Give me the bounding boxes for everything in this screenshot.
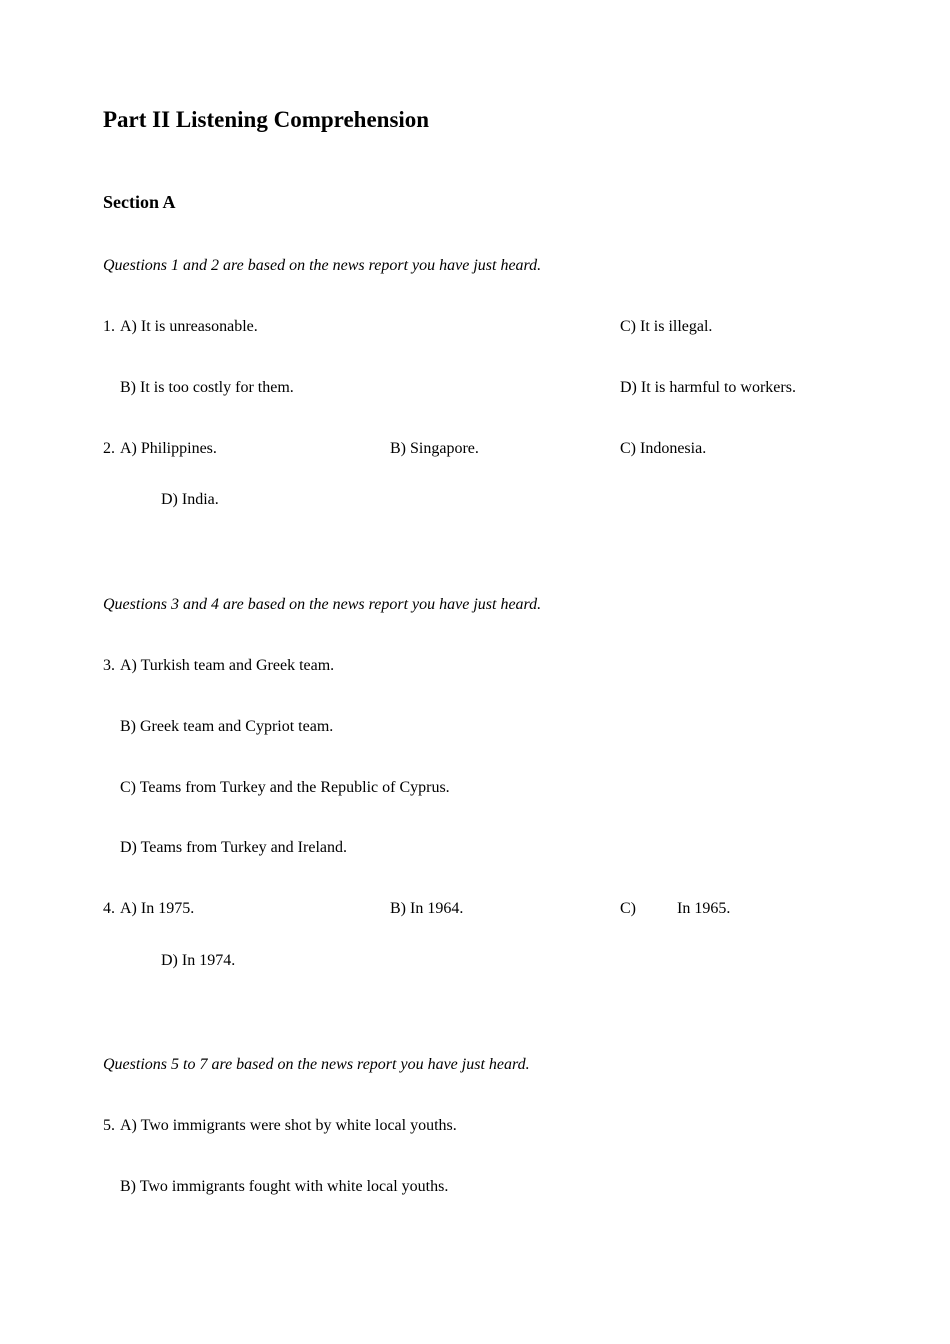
question-4-option-a: A) In 1975. [120,900,195,917]
question-1-number: 1. [103,318,115,335]
section-title: Section A [103,192,176,212]
question-3-option-b: B) Greek team and Cypriot team. [120,718,334,735]
question-3-option-d: D) Teams from Turkey and Ireland. [120,839,347,856]
question-2-number: 2. [103,440,115,457]
question-4-option-c-label: C) [620,900,636,917]
question-3-number: 3. [103,657,115,674]
question-4-option-c-text: In 1965. [677,900,731,917]
question-1-option-b: B) It is too costly for them. [120,379,294,396]
question-1-option-d: D) It is harmful to workers. [620,379,796,396]
question-2-option-b: B) Singapore. [390,440,479,457]
question-1-option-c: C) It is illegal. [620,318,713,335]
question-2-option-a: A) Philippines. [120,440,217,457]
question-3-option-c: C) Teams from Turkey and the Republic of Cyprus. [120,779,450,796]
group-3-instruction: Questions 5 to 7 are based on the news report you have just heard. [103,1056,530,1073]
question-4-option-d: D) In 1974. [161,952,236,969]
question-5-option-a: A) Two immigrants were shot by white local youths. [120,1117,457,1134]
question-1-option-a: A) It is unreasonable. [120,318,258,335]
group-1-instruction: Questions 1 and 2 are based on the news report you have just heard. [103,257,542,274]
question-4-option-b: B) In 1964. [390,900,464,917]
question-2-option-d: D) India. [161,491,219,508]
group-2-instruction: Questions 3 and 4 are based on the news report you have just heard. [103,596,542,613]
question-4-number: 4. [103,900,115,917]
question-5-number: 5. [103,1117,115,1134]
question-2-option-c: C) Indonesia. [620,440,707,457]
part-title: Part II Listening Comprehension [103,107,430,132]
question-5-option-b: B) Two immigrants fought with white local youths. [120,1178,449,1195]
question-3-option-a: A) Turkish team and Greek team. [120,657,335,674]
